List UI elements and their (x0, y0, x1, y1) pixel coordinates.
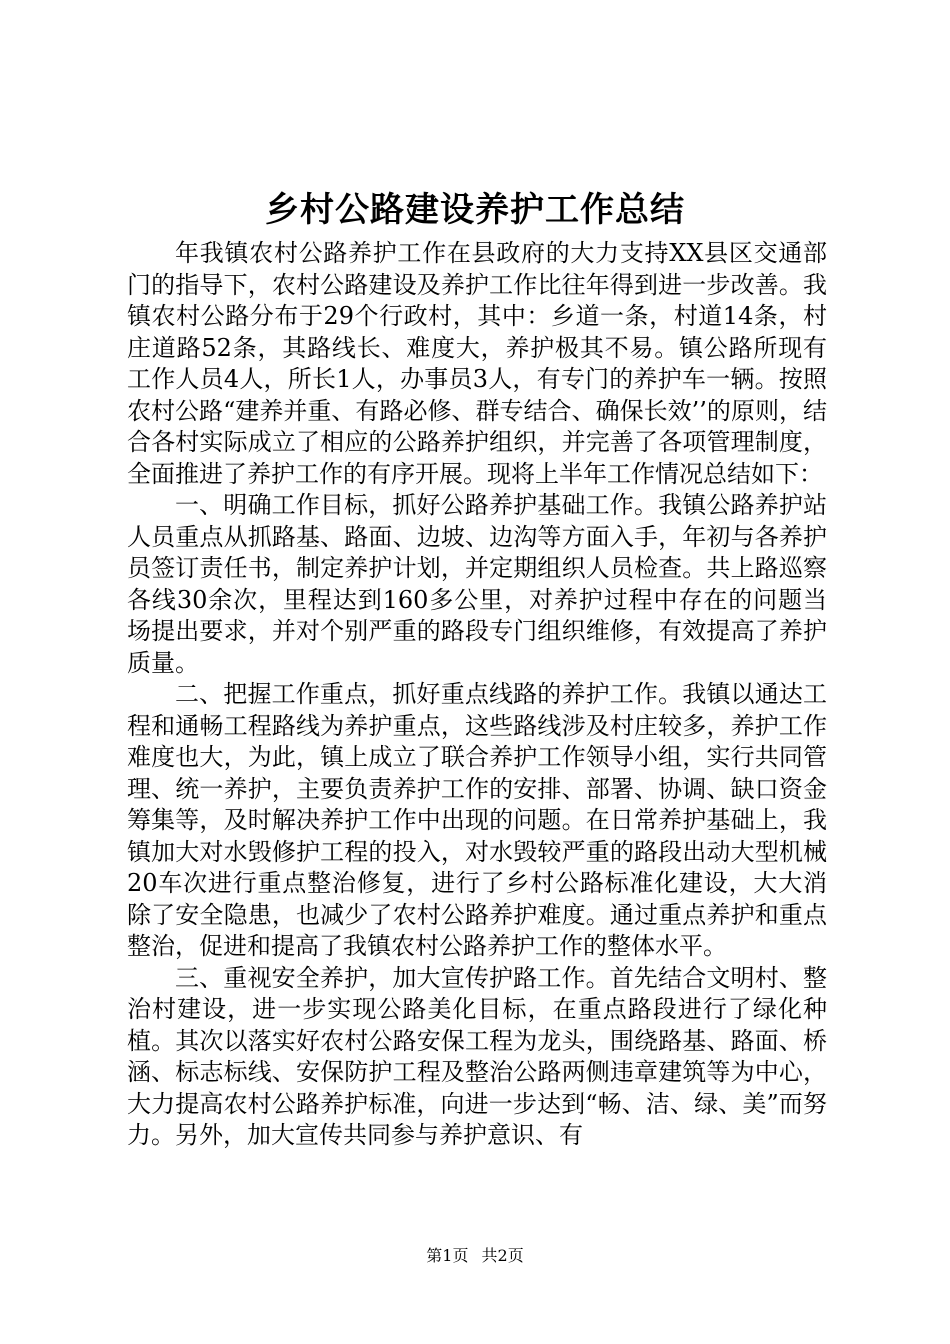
paragraph-section-2: 二、把握工作重点，抓好重点线路的养护工作。我镇以通达工程和通畅工程路线为养护重点，这些路线涉及村庄较多，养护工作难度也大，为此，镇上成立了联合养护工作领导小组，实行共同管理、统一养护，主要负责养护工作的安排、部署、协调、缺口资金筹集等，及时解决养护工作中出现的问题。在日常养护基础上，我镇加大对水毁修护工程的投入，对水毁较严重的路段出动大型机械20车次进行重点整治修复，进行了乡村公路标准化建设，大大消除了安全隐患，也减少了农村公路养护难度。通过重点养护和重点整治，促进和提高了我镇农村公路养护工作的整体水平。 (127, 680, 827, 960)
document-body (127, 238, 827, 1152)
page-total: 共2页 (481, 1246, 524, 1265)
page-footer (0, 1246, 950, 1266)
paragraph-intro: 年我镇农村公路养护工作在县政府的大力支持XX县区交通部门的指导下，农村公路建设及养护工作比往年得到进一步改善。我镇农村公路分布于29个行政村，其中：乡道一条，村道14条，村庄道路52条，其路线长、难度大，养护极其不易。镇公路所现有工作人员4人，所长1人，办事员3人，有专门的养护车一辆。按照农村公路“建养并重、有路必修、群专结合、确保长效’’的原则，结合各村实际成立了相应的公路养护组织，并完善了各项管理制度，全面推进了养护工作的有序开展。现将上半年工作情况总结如下： (127, 239, 827, 488)
document-title: 乡村公路建设养护工作总结 (265, 190, 685, 230)
paragraph-section-3: 三、重视安全养护，加大宣传护路工作。首先结合文明村、整治村建设，进一步实现公路美化目标，在重点路段进行了绿化种植。其次以落实好农村公路安保工程为龙头，围绕路基、路面、桥涵、标志标线、安保防护工程及整治公路两侧违章建筑等为中心，大力提高农村公路养护标准，向进一步达到“畅、洁、绿、美”而努力。另外，加大宣传共同参与养护意识、有 (127, 963, 827, 1149)
paragraph-section-1: 一、明确工作目标，抓好公路养护基础工作。我镇公路养护站人员重点从抓路基、路面、边坡、边沟等方面入手，年初与各养护员签订责任书，制定养护计划，并定期组织人员检查。共上路巡察各线30余次，里程达到160多公里，对养护过程中存在的问题当场提出要求，并对个别严重的路段专门组织维修，有效提高了养护质量。 (127, 491, 827, 677)
page-number: 第1页 (426, 1246, 469, 1265)
